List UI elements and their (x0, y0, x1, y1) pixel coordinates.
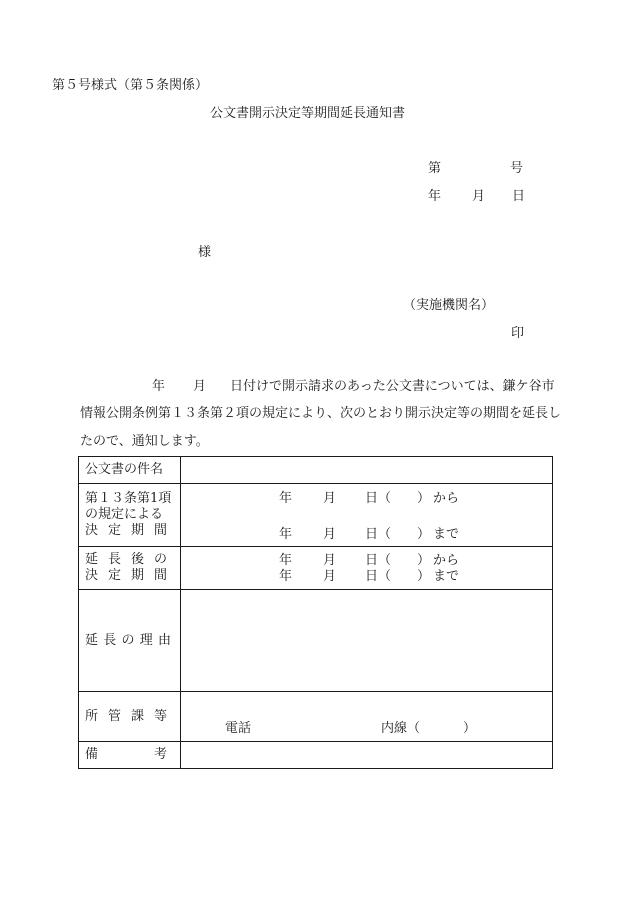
period-until-paren: ） (417, 527, 431, 542)
seal-mark: 印 (511, 326, 525, 341)
document-number-prefix: 第 (428, 161, 442, 176)
period-label-line-2: の規定による (85, 507, 164, 522)
table-row-remarks (79, 742, 553, 769)
department-label (79, 692, 181, 742)
period-until-year: 年 (279, 527, 293, 542)
subject-value (181, 457, 553, 484)
reason-value (181, 590, 553, 692)
period-from-paren: ） (417, 491, 431, 506)
extended-from-label: から (433, 553, 460, 568)
extension-close-paren: ） (463, 721, 477, 736)
body-month: 月 (193, 379, 207, 394)
table-row-extended (79, 547, 553, 590)
period-from-label: から (433, 491, 460, 506)
period-from-day: 日（ (365, 491, 392, 506)
table-row-department (79, 692, 553, 742)
extended-value (181, 547, 553, 590)
document-number-suffix: 号 (510, 161, 524, 176)
period-label-line-1: 第１３条第1項 (85, 491, 172, 506)
extended-label (79, 547, 181, 590)
department-value (181, 692, 553, 742)
period-until-label: まで (433, 527, 460, 542)
extended-label-line-2: 決 定 期 間 (85, 568, 167, 583)
body-line-2: 情報公開条例第１３条第２項の規定により、次のとおり開示決定等の期間を延長し (80, 406, 562, 421)
extended-from-paren: ） (417, 553, 431, 568)
table-row-period (79, 484, 553, 547)
remarks-value (181, 742, 553, 769)
issue-date-day: 日 (512, 189, 526, 204)
department-label-text: 所 管 課 等 (85, 708, 167, 724)
addressee-honorific: 様 (198, 245, 212, 260)
document-title: 公文書開示決定等期間延長通知書 (210, 106, 406, 121)
extended-from-day: 日（ (365, 553, 392, 568)
body-line-1 (80, 380, 555, 393)
phone-label: 電話 (225, 721, 252, 736)
remarks-label-text: 備 考 (85, 747, 167, 762)
remarks-label (79, 742, 181, 769)
period-from-year: 年 (279, 491, 293, 506)
extended-until-label: まで (433, 569, 460, 584)
reason-label-text: 延 長 の 理 由 (85, 632, 171, 648)
table-row-reason (79, 590, 553, 692)
form-number-label: 第５号様式（第５条関係） (52, 78, 209, 93)
extended-label-line-1: 延 長 後 の (85, 552, 167, 567)
period-value (181, 484, 553, 547)
reason-label (79, 590, 181, 692)
period-label-line-3: 決 定 期 間 (85, 523, 167, 538)
extended-until-day: 日（ (365, 569, 392, 584)
body-year: 年 (152, 379, 166, 394)
body-line-3: たので、通知します。 (80, 434, 209, 449)
subject-label: 公文書の件名 (79, 457, 181, 484)
issue-date-month: 月 (472, 189, 486, 204)
table-row-subject (79, 457, 553, 484)
extended-until-year: 年 (279, 569, 293, 584)
extended-until-paren: ） (417, 569, 431, 584)
period-until-day: 日（ (365, 527, 392, 542)
period-until-month: 月 (323, 527, 337, 542)
extended-from-year: 年 (279, 553, 293, 568)
period-label (79, 484, 181, 547)
sender-agency-name: （実施機関名） (403, 298, 495, 313)
extended-until-month: 月 (323, 569, 337, 584)
issue-date-year: 年 (428, 189, 442, 204)
body-line-1-text: 日付けで開示請求のあった公文書については、鎌ケ谷市 (230, 379, 555, 394)
notice-table (78, 456, 553, 769)
extension-label: 内線（ (381, 721, 421, 736)
period-from-month: 月 (323, 491, 337, 506)
extended-from-month: 月 (323, 553, 337, 568)
